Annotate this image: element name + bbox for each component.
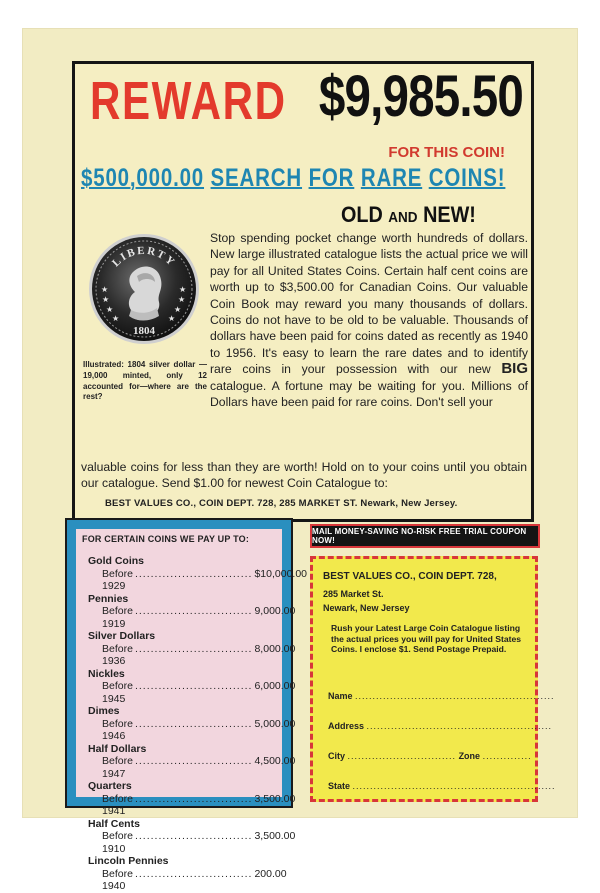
coin-date: Before 1910 bbox=[102, 830, 133, 855]
coin-price: 200.00 bbox=[254, 867, 287, 880]
svg-text:★: ★ bbox=[101, 285, 109, 294]
price-list-title: FOR CERTAIN COINS WE PAY UP TO: bbox=[82, 534, 250, 544]
zone-label: Zone bbox=[458, 751, 481, 761]
price-group bbox=[88, 667, 296, 706]
leader-dots: .............................. bbox=[134, 755, 253, 767]
coupon-request-text: Rush your Latest Large Coin Catalogue listing the actual prices you will pay for United States Coins. I enclose $1. Send Postage Prepaid. bbox=[331, 623, 522, 655]
coin-date: Before 1919 bbox=[102, 605, 133, 630]
price-row bbox=[88, 830, 296, 855]
body-text-part-1: Stop spending pocket change worth hundreds of dollars. New large illustrated catalogue lists the actual price we will pay for all United States Coins. Certain half cent coins are worth up to $3,500.00 for Canadian Coins. Our valuable Coin Book may reward you many thousands of dollars. Coins do not have to be old to be valuable. Thousands of dollars have been paid for coins dated as recently as 1940 to 1956. It's easy to learn the rare dates and to identify rare coins in your possession with our new bbox=[210, 231, 528, 377]
coin-price: $10,000.00 bbox=[254, 567, 308, 580]
search-word-3: RARE bbox=[360, 164, 423, 192]
search-word-1: SEARCH bbox=[210, 164, 303, 192]
big-word: BIG bbox=[501, 360, 528, 378]
price-row bbox=[88, 680, 296, 705]
coin-type: Lincoln Pennies bbox=[88, 855, 169, 867]
state-field[interactable]: State .......................................................... bbox=[328, 781, 556, 791]
city-zone-field[interactable]: City ............................... Zone .............. bbox=[328, 751, 532, 761]
coin-date: Before 1940 bbox=[102, 867, 133, 892]
coin-type: Silver Dollars bbox=[88, 630, 156, 642]
address-label: Address bbox=[328, 721, 365, 731]
search-amount: $500,000.00 bbox=[81, 164, 205, 192]
price-group bbox=[88, 742, 296, 781]
coin-type: Half Dollars bbox=[88, 742, 147, 755]
svg-text:★: ★ bbox=[174, 305, 182, 314]
price-row bbox=[88, 642, 296, 668]
state-label: State bbox=[328, 781, 351, 791]
coin-date: Before 1947 bbox=[102, 755, 133, 780]
coin-price: 3,500.00 bbox=[254, 830, 296, 842]
liberty-bust bbox=[129, 266, 161, 320]
mailing-address: BEST VALUES CO., COIN DEPT. 728, 285 MARKET ST. Newark, New Jersey. bbox=[105, 498, 458, 509]
coin-date: Before 1945 bbox=[102, 680, 133, 705]
coin-caption: Illustrated: 1804 silver dollar — 19,000 minted, only 12 accounted for—where are the rest? bbox=[83, 360, 207, 402]
coin-type: Gold Coins bbox=[88, 555, 144, 567]
svg-text:★: ★ bbox=[106, 305, 114, 314]
coin-price: 9,000.00 bbox=[254, 605, 296, 617]
coin-price: 6,000.00 bbox=[254, 680, 296, 692]
reward-heading: REWARD bbox=[90, 71, 287, 131]
leader-dots: .............................. bbox=[134, 717, 253, 730]
price-group bbox=[88, 592, 296, 631]
search-word-2: FOR bbox=[308, 164, 355, 192]
search-word-4: COINS! bbox=[428, 164, 506, 192]
leader-dots: .............................. bbox=[134, 867, 253, 880]
comic-back-cover bbox=[22, 28, 578, 892]
coin-type: Half Cents bbox=[88, 817, 140, 830]
coin-price: 5,000.00 bbox=[254, 717, 296, 730]
price-group bbox=[88, 817, 296, 856]
coin-price: 3,500.00 bbox=[254, 792, 296, 805]
new-word: NEW! bbox=[423, 202, 476, 227]
price-group bbox=[88, 780, 296, 818]
leader-dots: .............................. bbox=[134, 792, 253, 805]
price-row bbox=[88, 567, 308, 593]
body-text-part-2: catalogue. A fortune may be waiting for you. Millions of Dollars have been paid for rare coins. Don't sell your bbox=[210, 378, 528, 410]
leader-dots: .............................. bbox=[134, 830, 253, 842]
price-list-box bbox=[65, 518, 308, 892]
coin-type: Nickles bbox=[88, 667, 125, 680]
name-label: Name bbox=[328, 691, 353, 701]
coin-type: Quarters bbox=[88, 780, 132, 792]
address-field[interactable]: Address ..................................................... bbox=[328, 721, 553, 731]
price-group bbox=[88, 855, 287, 893]
price-row bbox=[88, 792, 296, 818]
price-group bbox=[88, 630, 296, 668]
leader-dots: .............................. bbox=[134, 605, 253, 617]
price-group bbox=[88, 705, 296, 743]
svg-text:★: ★ bbox=[179, 285, 187, 294]
coin-date: Before 1936 bbox=[102, 642, 133, 667]
leader-dots: .............................. bbox=[134, 642, 253, 655]
coin-date: Before 1946 bbox=[102, 717, 133, 742]
old-word: OLD bbox=[341, 202, 383, 227]
silver-dollar-coin-image bbox=[87, 232, 201, 346]
svg-text:★: ★ bbox=[112, 314, 120, 323]
price-row bbox=[88, 605, 296, 630]
old-and-new-heading bbox=[341, 202, 476, 228]
name-field[interactable]: Name ......................................................... bbox=[328, 691, 555, 701]
coin-price: 4,500.00 bbox=[254, 755, 296, 767]
svg-text:★: ★ bbox=[178, 295, 186, 304]
search-headline bbox=[81, 164, 506, 193]
coupon-street: 285 Market St. bbox=[323, 589, 384, 599]
order-coupon[interactable] bbox=[310, 556, 556, 802]
ad-body-tail: valuable coins for less than they are worth! Hold on to your coins until you obtain our catalogue. Send $1.00 for newest Coin Catalogue to: bbox=[81, 460, 527, 491]
reward-advertisement bbox=[72, 61, 534, 522]
ad-body-text bbox=[210, 230, 528, 410]
for-this-coin-text: FOR THIS COIN! bbox=[388, 144, 505, 161]
svg-text:★: ★ bbox=[168, 314, 176, 323]
price-list bbox=[88, 555, 308, 893]
reward-amount: $9,985.50 bbox=[318, 64, 523, 129]
price-row bbox=[88, 867, 287, 893]
city-label: City bbox=[328, 751, 346, 761]
coupon-company: BEST VALUES CO., COIN DEPT. 728, bbox=[323, 571, 497, 582]
price-list-panel bbox=[76, 529, 308, 892]
price-row bbox=[88, 755, 296, 780]
price-group bbox=[88, 555, 308, 593]
coin-date: Before 1941 bbox=[102, 792, 133, 817]
price-row bbox=[88, 717, 296, 743]
coupon-banner: MAIL MONEY-SAVING NO-RISK FREE TRIAL COUPON NOW! bbox=[310, 524, 540, 548]
leader-dots: .............................. bbox=[134, 680, 253, 692]
coupon-city: Newark, New Jersey bbox=[323, 603, 410, 613]
coin-legend: LIBERTY bbox=[110, 244, 178, 270]
coin-type: Pennies bbox=[88, 592, 129, 605]
coin-price: 8,000.00 bbox=[254, 642, 296, 655]
coin-date: Before 1929 bbox=[102, 567, 133, 592]
leader-dots: .............................. bbox=[134, 567, 253, 580]
coin-type: Dimes bbox=[88, 705, 120, 717]
svg-text:★: ★ bbox=[102, 295, 110, 304]
coin-year: 1804 bbox=[133, 325, 155, 337]
and-word: AND bbox=[388, 209, 418, 226]
